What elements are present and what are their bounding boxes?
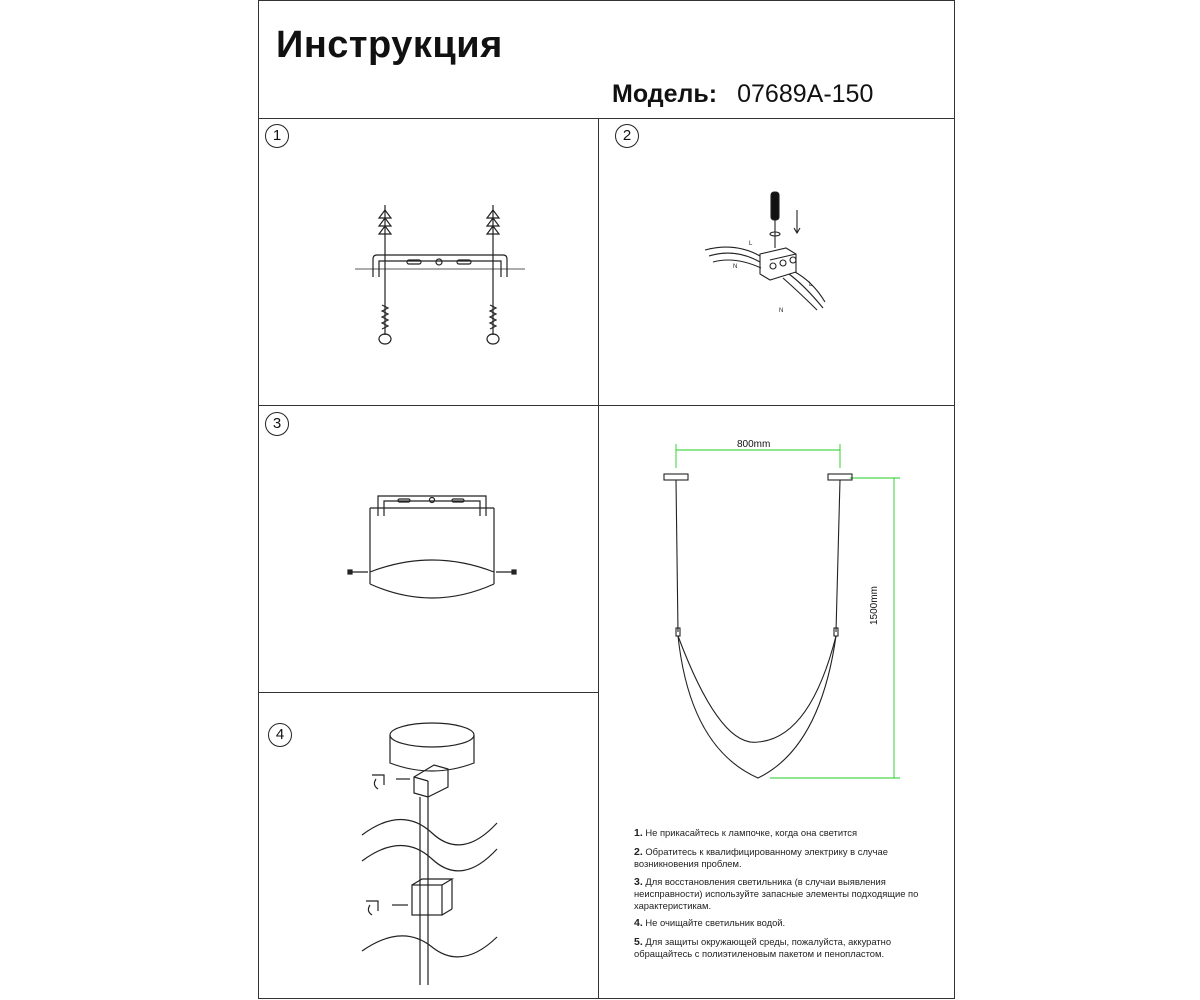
- note-item: 3. Для восстановления светильника (в случаи выявления неисправности) используйте запасные элементы подходящие по характеристикам.: [634, 875, 919, 911]
- note-item: 2. Обратитесь к квалифицированному электрику в случае возникновения проблем.: [634, 845, 888, 869]
- divider-header: [258, 118, 955, 119]
- divider-column: [598, 118, 599, 999]
- step1-bracket-illustration: [355, 205, 525, 355]
- dimension-width-label: 800mm: [737, 439, 771, 450]
- wire-label-live-right: L: [809, 282, 813, 288]
- wire-label-live-left: L: [749, 241, 753, 247]
- wire-label-neutral-left: N: [733, 264, 738, 270]
- step3-canopy-illustration: [348, 488, 518, 608]
- safety-notes: [634, 827, 934, 966]
- step-number-1: 1: [265, 124, 289, 148]
- model-label: Модель:: [612, 80, 718, 108]
- wire-label-neutral-right: N: [779, 308, 784, 314]
- divider-row2: [258, 692, 599, 693]
- page-title: Инструкция: [276, 24, 503, 66]
- dimension-height-label: 1500mm: [869, 586, 880, 625]
- dimension-lines: [676, 444, 900, 778]
- model-info: [612, 80, 873, 109]
- note-item: 5. Для защиты окружающей среды, пожалуйста, аккуратно обращайтесь с полиэтиленовым пакетом и пенопластом.: [634, 935, 892, 959]
- step2-wiring-illustration: [705, 190, 835, 320]
- note-item: 4. Не очищайте светильник водой.: [634, 917, 786, 929]
- step-number-3: 3: [265, 412, 289, 436]
- model-value: 07689A-150: [737, 80, 874, 108]
- note-item: 1. Не прикасайтесь к лампочке, когда она светится: [634, 827, 858, 839]
- divider-row1: [258, 405, 955, 406]
- step4-clamp-illustration: [362, 715, 497, 985]
- step-number-4: 4: [268, 723, 292, 747]
- step-number-2: 2: [615, 124, 639, 148]
